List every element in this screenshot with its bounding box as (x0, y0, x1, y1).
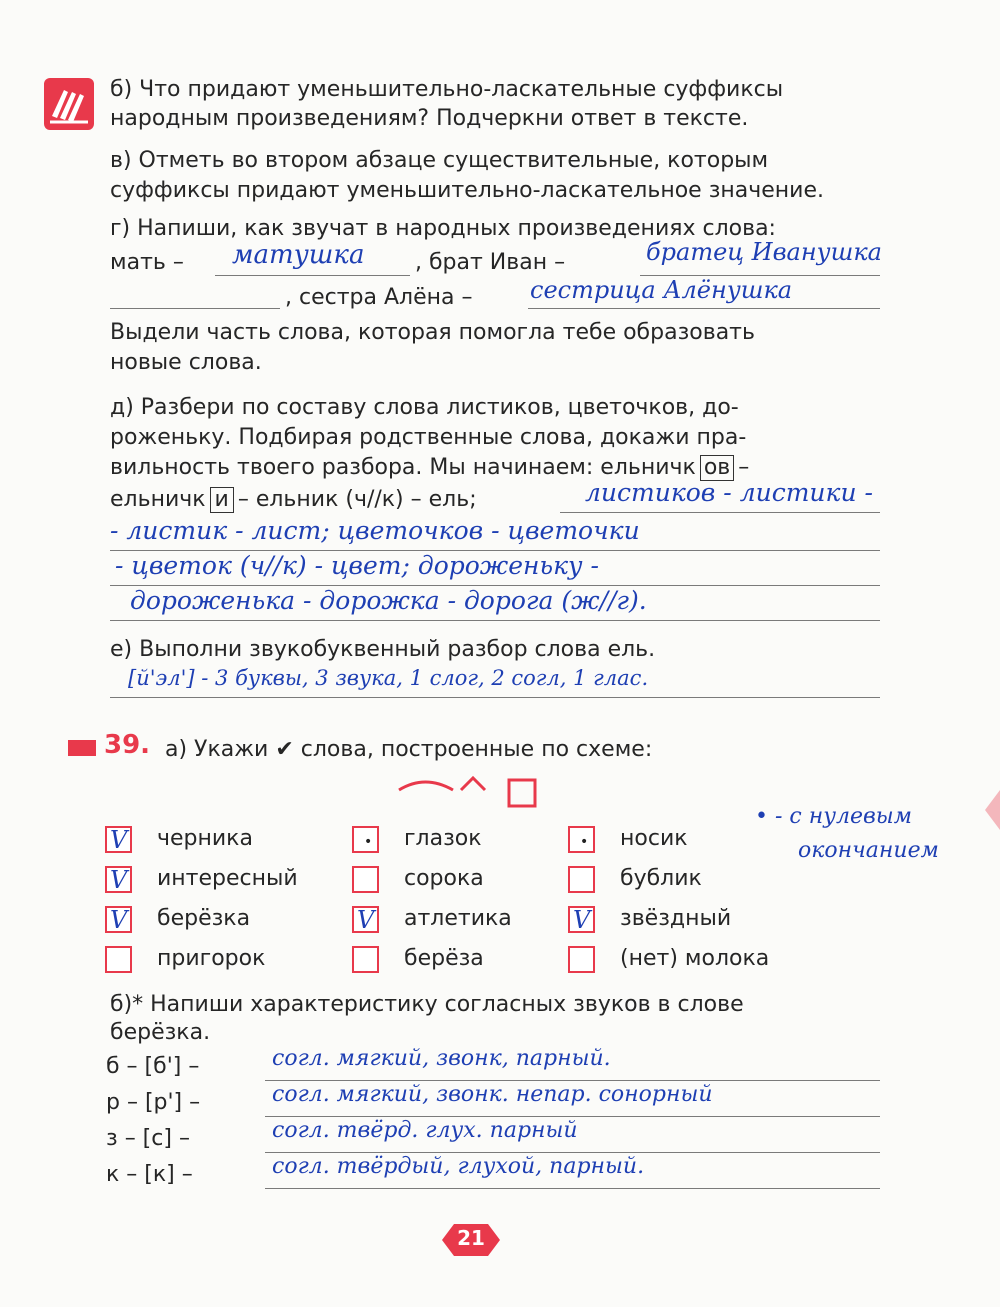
question-v-line1: в) Отметь во втором абзаце существительные, которым (110, 148, 769, 173)
book-icon (44, 78, 94, 130)
sound-row-label: к – [к] – (106, 1162, 193, 1187)
sound-row-label: р – [р'] – (106, 1090, 201, 1115)
word-checkbox[interactable] (568, 906, 595, 933)
task-marker (68, 740, 96, 756)
word-label: сорока (404, 866, 484, 891)
check-mark-icon: V (110, 906, 128, 934)
page-number: 21 (457, 1226, 485, 1250)
answer-d-1: листиков - листики - (585, 478, 873, 507)
word-checkbox[interactable] (568, 866, 595, 893)
question-b-line1: б) Что придают уменьшительно-ласкательные суффиксы (110, 77, 784, 102)
word-label: черника (157, 826, 253, 851)
word-label: берёзка (157, 906, 251, 931)
question-g-line4: Выдели часть слова, которая помогла тебе образовать (110, 320, 755, 345)
check-mark-icon: V (573, 906, 591, 934)
answer-line (215, 275, 410, 276)
word-scheme-icon (395, 772, 545, 814)
note-line: • - с нулевым (755, 804, 912, 829)
answer-d-3: - цветок (ч//к) - цвет; дороженьку - (115, 551, 599, 580)
mat-label: мать – (110, 250, 184, 275)
word-checkbox[interactable] (352, 826, 379, 853)
answer-sestra: сестрица Алёнушка (530, 276, 793, 304)
question-d-line4: ельничк и – ельник (ч//к) – ель; (110, 487, 477, 512)
word-label: глазок (404, 826, 482, 851)
task-number: 39. (104, 730, 151, 760)
task-prompt: а) Укажи ✔ слова, построенные по схеме: (165, 737, 653, 762)
sound-row-answer: согл. твёрд. глух. парный (272, 1118, 578, 1143)
answer-line (110, 620, 880, 621)
sound-row-label: б – [б'] – (106, 1054, 200, 1079)
answer-line (110, 308, 280, 309)
answer-line (528, 308, 880, 309)
sound-row-label: з – [с] – (106, 1126, 190, 1151)
question-g-line1: г) Напиши, как звучат в народных произведениях слова: (110, 216, 776, 241)
sestra-label: , сестра Алёна – (285, 285, 473, 310)
word-checkbox[interactable] (105, 866, 132, 893)
question-b-line2: народным произведениям? Подчеркни ответ в тексте. (110, 106, 749, 131)
ending-box: ов (700, 455, 734, 481)
question-g-line5: новые слова. (110, 350, 262, 375)
task39-b-line1: б)* Напиши характеристику согласных звуков в слове (110, 992, 744, 1017)
question-d-line2: роженьку. Подбирая родственные слова, докажи пра- (110, 425, 747, 450)
word-checkbox[interactable] (568, 826, 595, 853)
sound-row-answer: согл. твёрдый, глухой, парный. (272, 1154, 645, 1179)
answer-line (110, 697, 880, 698)
question-d-line3: вильность твоего разбора. Мы начинаем: ельничк ов – (110, 455, 750, 480)
word-label: бублик (620, 866, 702, 891)
word-checkbox[interactable] (352, 906, 379, 933)
margin-tab (985, 790, 1000, 830)
word-label: интересный (157, 866, 298, 891)
check-mark-icon: V (110, 866, 128, 894)
answer-mat: матушка (232, 240, 365, 270)
question-e: е) Выполни звукобуквенный разбор слова ель. (110, 637, 656, 662)
answer-d-4: дороженька - дорожка - дорога (ж//г). (130, 586, 647, 615)
answer-d-2: - листик - лист; цветочков - цветочки (110, 516, 640, 545)
word-checkbox[interactable] (352, 946, 379, 973)
answer-line (265, 1188, 880, 1189)
question-v-line2: суффиксы придают уменьшительно-ласкательное значение. (110, 178, 825, 203)
word-label: (нет) молока (620, 946, 770, 971)
answer-line (560, 512, 880, 513)
ending-box: и (210, 487, 234, 513)
answer-line (265, 1080, 880, 1081)
check-mark-icon: V (110, 826, 128, 854)
word-label: атлетика (404, 906, 512, 931)
task39-b-line2: берёзка. (110, 1020, 211, 1045)
word-label: звёздный (620, 906, 732, 931)
word-label: носик (620, 826, 688, 851)
question-d-line1: д) Разбери по составу слова листиков, цветочков, до- (110, 395, 739, 420)
word-checkbox[interactable] (105, 946, 132, 973)
sound-row-answer: согл. мягкий, звонк, парный. (272, 1046, 611, 1071)
note-line: окончанием (798, 838, 939, 863)
word-checkbox[interactable] (105, 826, 132, 853)
word-checkbox[interactable] (352, 866, 379, 893)
dot-icon: • (364, 834, 373, 850)
answer-line (265, 1152, 880, 1153)
word-label: берёза (404, 946, 484, 971)
answer-e: [й'эл'] - 3 буквы, 3 звука, 1 слог, 2 согл, 1 глас. (128, 666, 649, 690)
answer-brat: братец Иванушка (646, 238, 882, 266)
word-label: пригорок (157, 946, 266, 971)
brat-label: , брат Иван – (415, 250, 566, 275)
word-checkbox[interactable] (105, 906, 132, 933)
check-mark-icon: V (357, 906, 375, 934)
answer-line (265, 1116, 880, 1117)
sound-row-answer: согл. мягкий, звонк. непар. сонорный (272, 1082, 713, 1107)
dot-icon: • (580, 834, 589, 850)
word-checkbox[interactable] (568, 946, 595, 973)
